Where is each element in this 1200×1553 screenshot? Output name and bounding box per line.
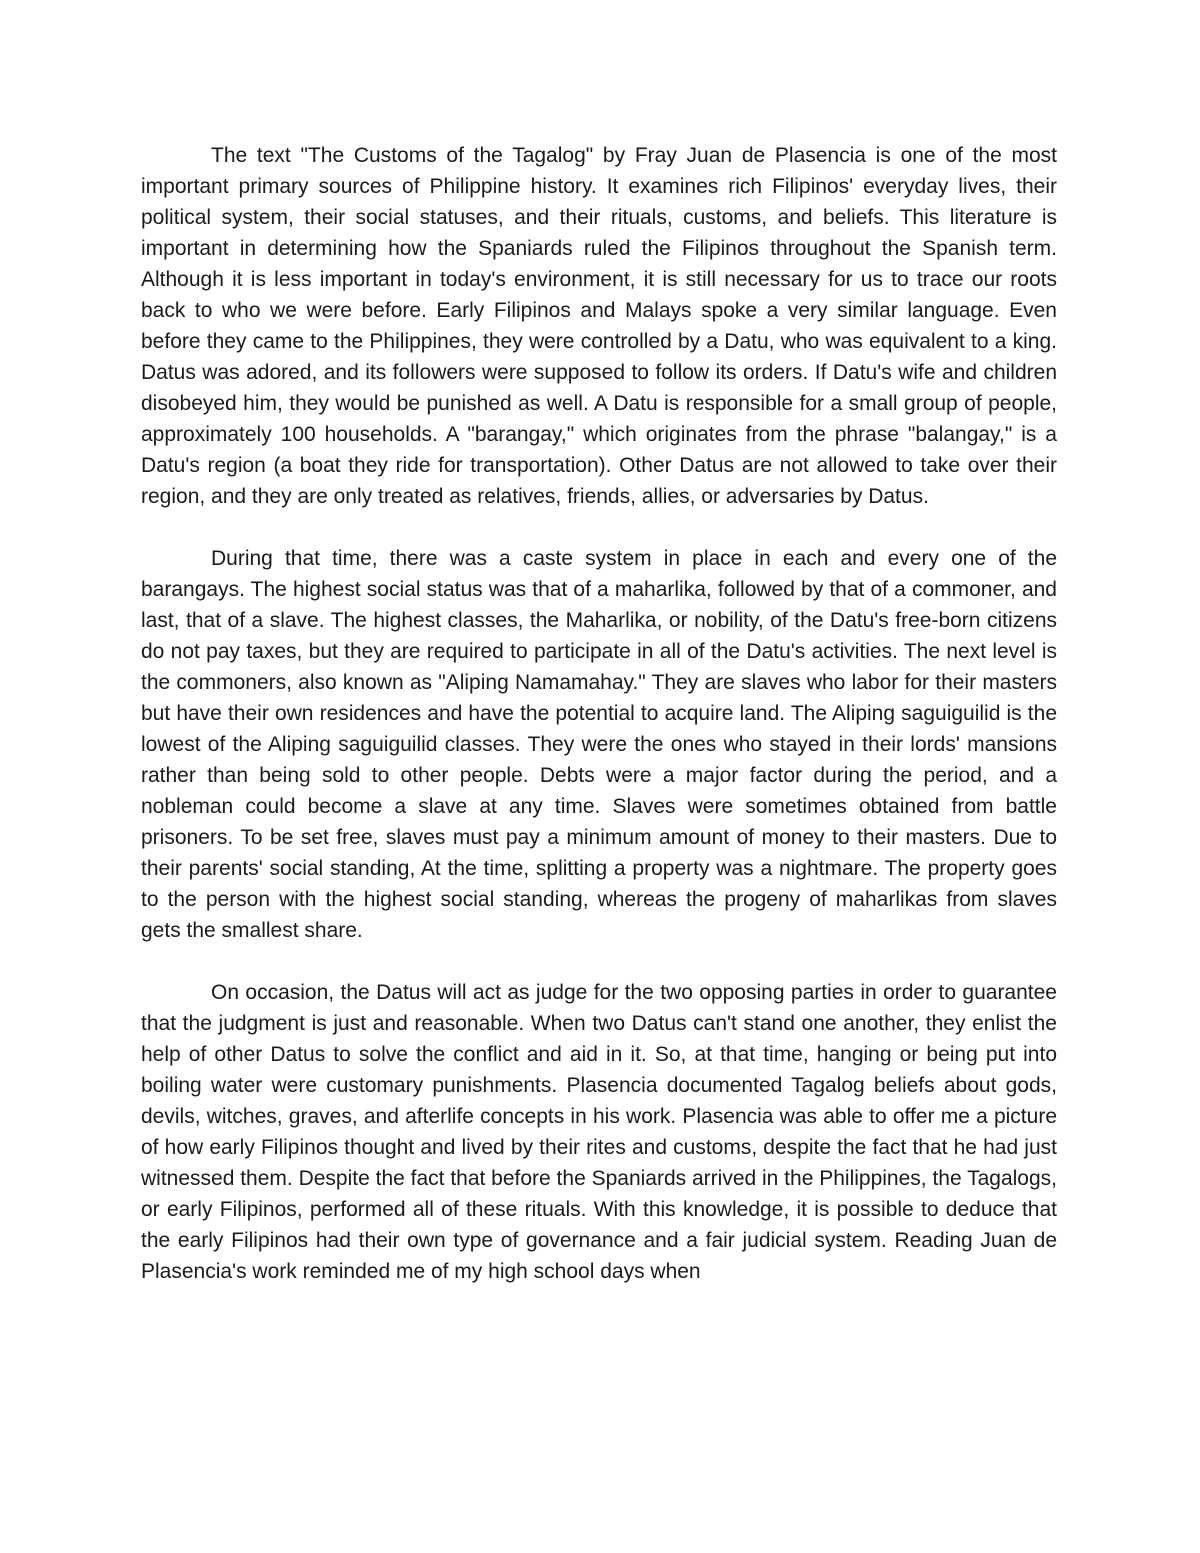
- document-body: [141, 140, 1057, 1318]
- paragraph-2: During that time, there was a caste system in place in each and every one of the barangays. The highest social status was that of a maharlika, followed by that of a commoner, and last, that of a slave. The highest classes, the Maharlika, or nobility, of the Datu's free-born citizens do not pay taxes, but they are required to participate in all of the Datu's activities. The next level is the commoners, also known as "Aliping Namamahay." They are slaves who labor for their masters but have their own residences and have the potential to acquire land. The Aliping saguiguilid is the lowest of the Aliping saguiguilid classes. They were the ones who stayed in their lords' mansions rather than being sold to other people. Debts were a major factor during the period, and a nobleman could become a slave at any time. Slaves were sometimes obtained from battle prisoners. To be set free, slaves must pay a minimum amount of money to their masters. Due to their parents' social standing, At the time, splitting a property was a nightmare. The property goes to the person with the highest social standing, whereas the progeny of maharlikas from slaves gets the smallest share.: [141, 547, 1057, 942]
- paragraph-1: The text "The Customs of the Tagalog" by Fray Juan de Plasencia is one of the most important primary sources of Philippine history. It examines rich Filipinos' everyday lives, their political system, their social statuses, and their rituals, customs, and beliefs. This literature is important in determining how the Spaniards ruled the Filipinos throughout the Spanish term. Although it is less important in today's environment, it is still necessary for us to trace our roots back to who we were before. Early Filipinos and Malays spoke a very similar language. Even before they came to the Philippines, they were controlled by a Datu, who was equivalent to a king. Datus was adored, and its followers were supposed to follow its orders. If Datu's wife and children disobeyed him, they would be punished as well. A Datu is responsible for a small group of people, approximately 100 households. A "barangay," which originates from the phrase "balangay," is a Datu's region (a boat they ride for transportation). Other Datus are not allowed to take over their region, and they are only treated as relatives, friends, allies, or adversaries by Datus.: [141, 144, 1057, 508]
- paragraph-3: On occasion, the Datus will act as judge for the two opposing parties in order to guarantee that the judgment is just and reasonable. When two Datus can't stand one another, they enlist the help of other Datus to solve the conflict and aid in it. So, at that time, hanging or being put into boiling water were customary punishments. Plasencia documented Tagalog beliefs about gods, devils, witches, graves, and afterlife concepts in his work. Plasencia was able to offer me a picture of how early Filipinos thought and lived by their rites and customs, despite the fact that he had just witnessed them. Despite the fact that before the Spaniards arrived in the Philippines, the Tagalogs, or early Filipinos, performed all of these rituals. With this knowledge, it is possible to deduce that the early Filipinos had their own type of governance and a fair judicial system. Reading Juan de Plasencia's work reminded me of my high school days when: [141, 981, 1057, 1283]
